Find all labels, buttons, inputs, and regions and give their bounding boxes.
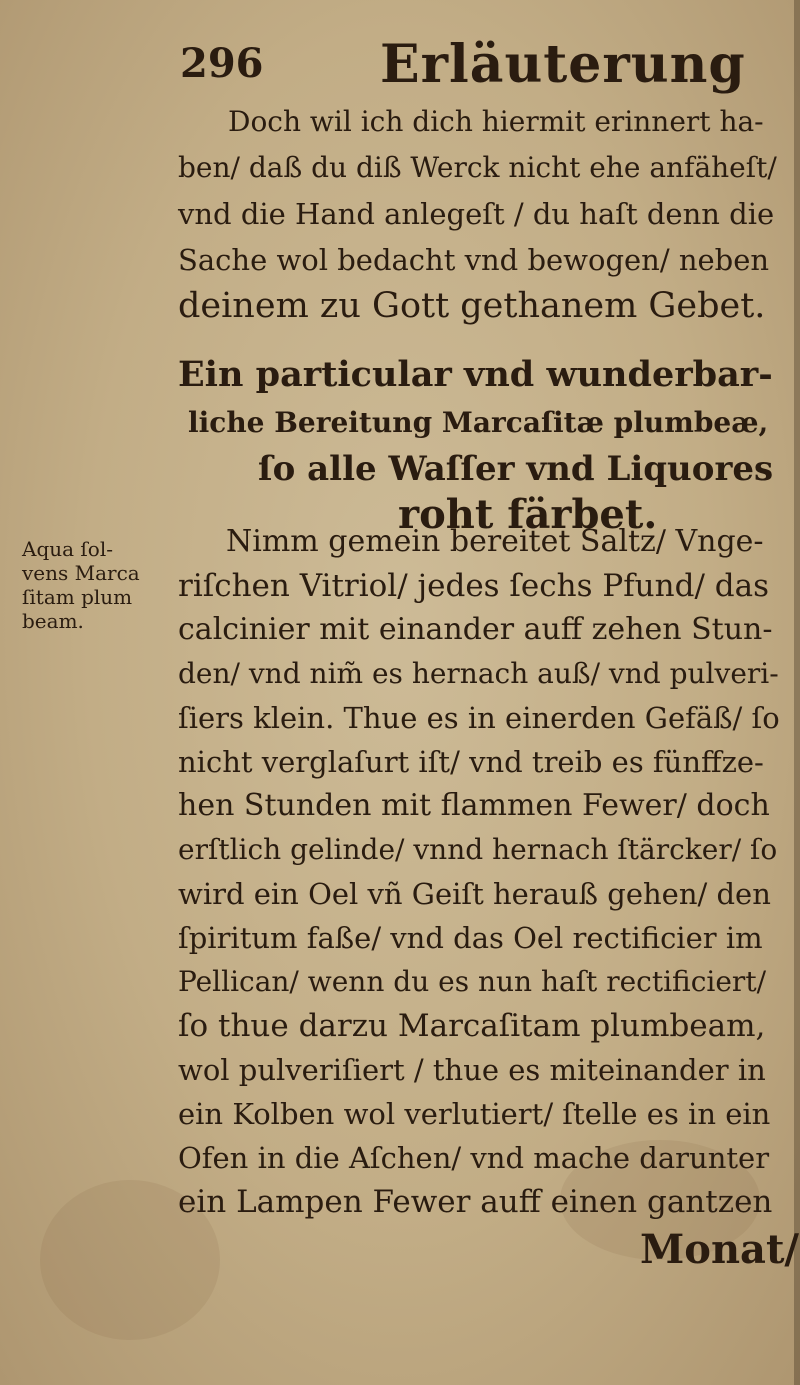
margin-note-line: ſitam plum: [22, 585, 133, 609]
text-line: ſpiritum faße/ vnd das Oel rectificier im: [178, 921, 763, 955]
margin-note-line: vens Marca: [22, 561, 140, 585]
text-line: Ofen in die Aſchen/ vnd mache darunter: [178, 1141, 770, 1175]
text-line: vnd die Hand anlegeſt / du haſt denn die: [178, 197, 775, 231]
text-line: ſo thue darzu Marcaſitam plumbeam,: [178, 1008, 766, 1044]
text-line: calcinier mit einander auff zehen Stun-: [178, 612, 773, 647]
text-line: den/ vnd nim̃ es hernach auß/ vnd pulveri-: [178, 657, 779, 690]
text-line: Pellican/ wenn du es nun haſt rectificiert/: [178, 965, 766, 998]
text-line: riſchen Vitriol/ jedes ſechs Pfund/ das: [178, 568, 769, 604]
heading-line: liche Bereitung Marcaſitæ plumbeæ,: [188, 406, 769, 439]
text-line: ein Kolben wol verlutiert/ ſtelle es in ein: [178, 1097, 771, 1131]
body-paragraph: [178, 520, 788, 1220]
text-line: Sache wol bedacht vnd bewogen/ neben: [178, 243, 770, 277]
text-line: erſtlich gelinde/ vnnd hernach ſtärcker/ ſo: [178, 833, 778, 866]
text-line: Doch wil ich dich hiermit erinnert ha-: [228, 105, 764, 138]
intro-paragraph: [178, 100, 788, 330]
page-header: [180, 34, 746, 100]
page-number: 296: [180, 40, 264, 87]
heading-line: Ein particular vnd wunderbar-: [178, 354, 773, 395]
text-line: ben/ daß du diß Werck nicht ehe anfäheſt/: [178, 151, 777, 184]
text-line: wol pulveriſiert / thue es miteinander in: [178, 1053, 766, 1087]
heading-line: ſo alle Waſſer vnd Liquores: [258, 449, 774, 489]
text-line: nicht verglaſurt iſt/ vnd treib es fünffze-: [178, 745, 764, 779]
page-edge-shadow: [794, 0, 800, 1385]
margin-note: [22, 537, 172, 633]
text-line: deinem zu Gott gethanem Gebet.: [178, 286, 766, 326]
margin-note-line: beam.: [22, 609, 84, 633]
text-line: ſiers klein. Thue es in einerden Gefäß/ ſo: [178, 701, 780, 735]
text-line: Nimm gemein bereitet Saltz/ Vnge-: [226, 524, 764, 559]
text-line: ein Lampen Fewer auff einen gantzen: [178, 1184, 773, 1220]
section-heading: [178, 345, 788, 538]
text-line: wird ein Oel vñ Geiſt herauß gehen/ den: [178, 877, 771, 911]
margin-note-line: Aqua ſol-: [22, 537, 114, 561]
heading-line: roht färbet.: [398, 491, 658, 538]
running-head: Erläuterung: [380, 34, 746, 95]
catchword: Monat/: [640, 1226, 800, 1273]
text-line: hen Stunden mit flammen Fewer/ doch: [178, 788, 770, 823]
